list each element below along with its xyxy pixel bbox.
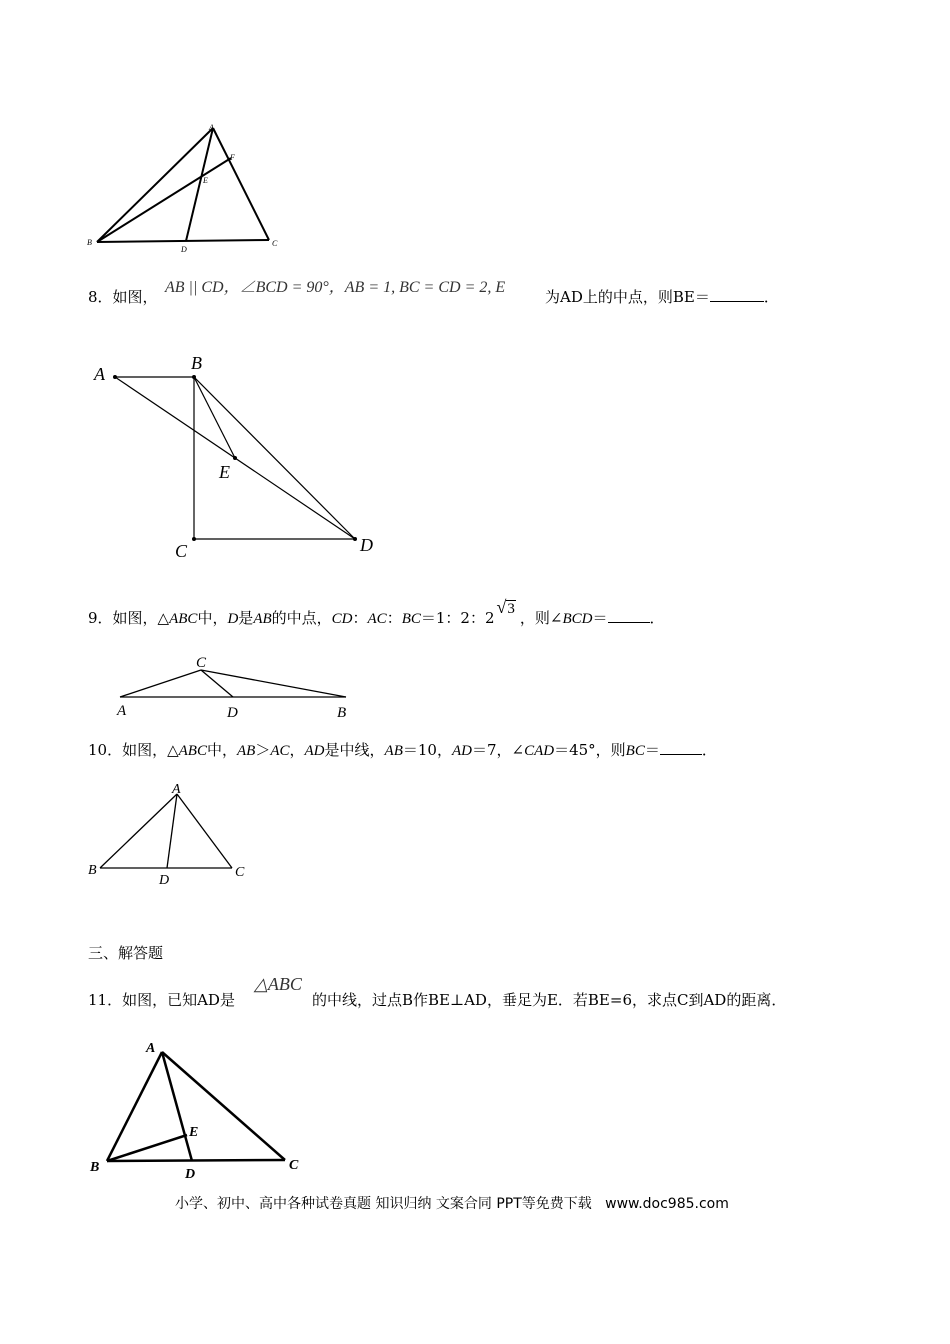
segment-bc	[107, 1160, 285, 1161]
label-a: A	[209, 123, 214, 132]
label-c: C	[235, 865, 245, 880]
label-c: C	[289, 1158, 299, 1173]
segment-bf	[97, 158, 231, 242]
segment-ac	[177, 794, 232, 868]
label-c: C	[175, 541, 188, 561]
q8-number: 8．如图，	[88, 288, 158, 306]
q8-end: ．	[763, 288, 779, 306]
label-b: B	[191, 353, 202, 373]
segment-bc	[97, 240, 269, 242]
question-8	[88, 287, 158, 307]
question-9: 9．如图，△ABC中，D是AB的中点，CD：AC：BC＝1：2：2√3 ，则∠BCD＝ ．	[88, 597, 665, 627]
label-e: E	[189, 1125, 199, 1140]
label-a: A	[94, 364, 105, 384]
q8-answer-blank[interactable]	[710, 287, 764, 302]
label-a: A	[117, 703, 127, 719]
segment-be	[194, 377, 235, 458]
figure-q8	[85, 350, 385, 565]
section-heading-3: 三、解答题	[88, 944, 164, 962]
label-b: B	[337, 705, 347, 721]
q8-after: 为AD上的中点，则BE＝	[545, 288, 710, 306]
q10-answer-blank[interactable]	[660, 740, 702, 755]
figure-q10	[82, 778, 262, 888]
segment-ad	[162, 1052, 192, 1161]
segment-ab	[100, 794, 177, 868]
label-a: A	[146, 1041, 156, 1056]
label-d: D	[159, 873, 170, 888]
label-c: C	[272, 239, 278, 248]
label-d: D	[227, 705, 238, 721]
segment-cd	[201, 670, 233, 697]
label-a: A	[172, 782, 181, 797]
q9-answer-blank[interactable]	[608, 608, 650, 623]
figure-q11	[85, 1035, 315, 1180]
q11-formula: △ABC	[254, 974, 302, 994]
segment-bd	[194, 377, 355, 539]
figure-q9	[110, 650, 360, 722]
q8-text	[545, 287, 779, 307]
question-11-post: 的中线，过点B作BE⊥AD，垂足为E．若BE=6，求点C到AD的距离．	[312, 991, 787, 1009]
question-11-pre: 11．如图，已知AD是	[88, 991, 235, 1009]
label-e: E	[219, 462, 230, 482]
segment-bc	[201, 670, 346, 697]
label-d: D	[360, 535, 373, 555]
label-d: D	[185, 1167, 196, 1180]
segment-ac	[162, 1052, 285, 1160]
label-e: E	[203, 176, 208, 185]
segment-ab	[97, 128, 213, 242]
page-footer: 小学、初中、高中各种试卷真题 知识归纳 文案合同 PPT等免费下载 www.doc985.com	[175, 1196, 729, 1212]
label-d: D	[181, 245, 187, 254]
label-c: C	[196, 655, 207, 671]
sqrt-3: √3	[496, 597, 515, 617]
segment-ac	[120, 670, 201, 697]
q8-formula: AB || CD，∠BCD = 90°，AB = 1, BC = CD = 2, E	[165, 279, 506, 296]
question-10: 10．如图，△ABC中，AB＞AC，AD是中线，AB＝10，AD＝7，∠CAD＝45°，则BC＝ ．	[88, 741, 717, 759]
label-b: B	[88, 863, 97, 878]
segment-ac	[213, 128, 269, 240]
figure-q7	[80, 118, 290, 258]
label-b: B	[87, 238, 92, 247]
label-f: F	[230, 153, 235, 162]
segment-ad	[167, 794, 177, 868]
label-b: B	[90, 1160, 100, 1175]
